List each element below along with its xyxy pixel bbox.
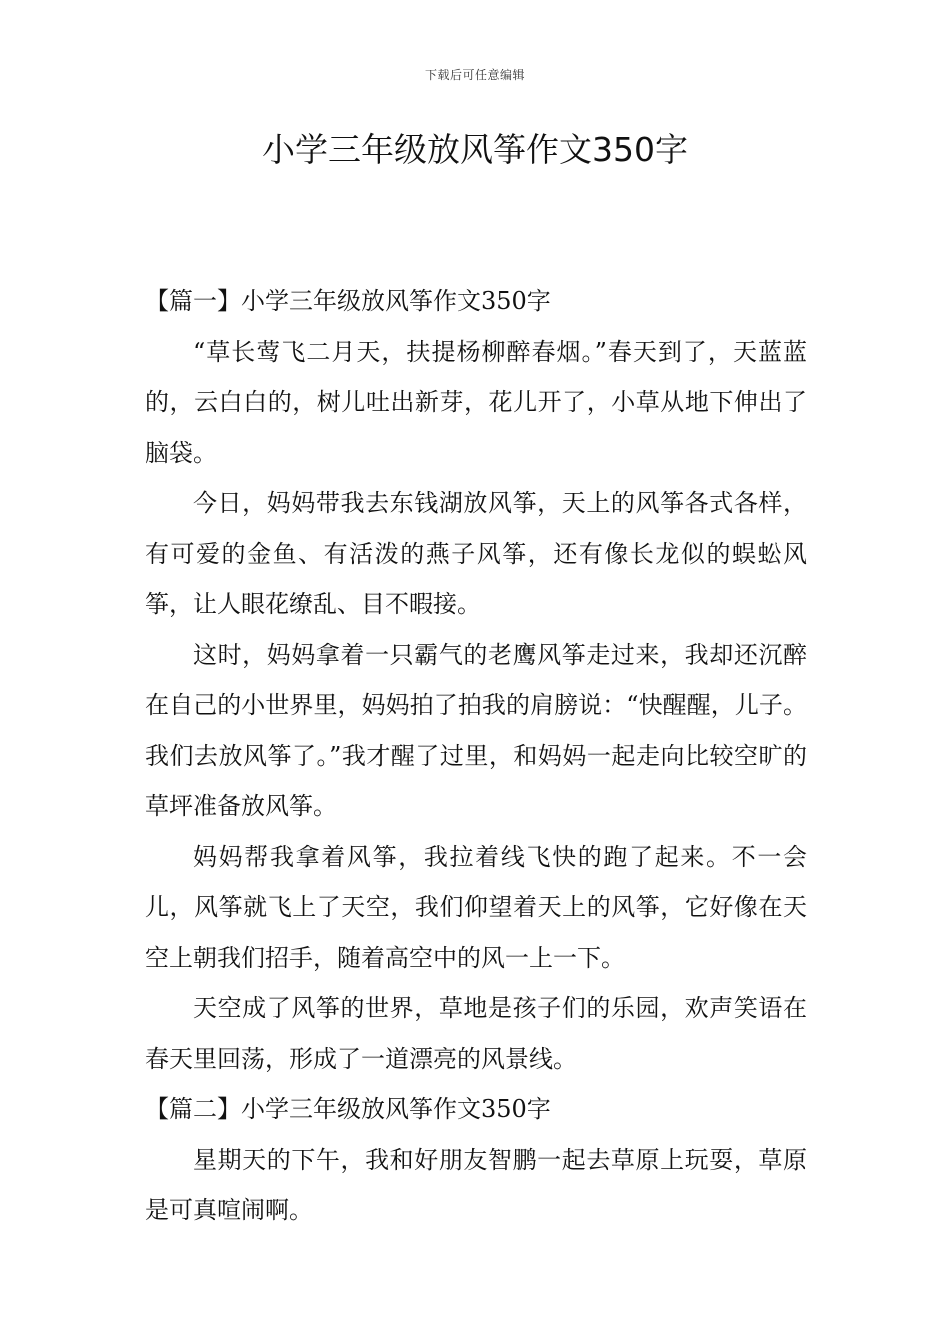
paragraph: 星期天的下午，我和好朋友智鹏一起去草原上玩耍，草原是可真喧闹啊。 xyxy=(145,1145,807,1224)
paragraph: 天空成了风筝的世界，草地是孩子们的乐园，欢声笑语在春天里回荡，形成了一道漂亮的风景线。 xyxy=(145,994,807,1073)
section-heading-1: 【篇一】小学三年级放风筝作文350字 xyxy=(145,287,551,315)
paragraph: 今日，妈妈带我去东钱湖放风筝，天上的风筝各式各样，有可爱的金鱼、有活泼的燕子风筝，还有像长龙似的蜈蚣风筝，让人眼花缭乱、目不暇接。 xyxy=(145,489,807,618)
paragraph: “草长莺飞二月天，扶提杨柳醉春烟。”春天到了，天蓝蓝的，云白白的，树儿吐出新芽，花儿开了，小草从地下伸出了脑袋。 xyxy=(145,337,807,467)
header-note: 下载后可任意编辑 xyxy=(424,68,525,82)
paragraph: 这时，妈妈拿着一只霸气的老鹰风筝走过来，我却还沉醉在自己的小世界里，妈妈拍了拍我的肩膀说：“快醒醒，儿子。我们去放风筝了。”我才醒了过里，和妈妈一起走向比较空旷的草坪准备放风筝。 xyxy=(145,640,807,820)
document-body xyxy=(145,276,807,1236)
document-title: 小学三年级放风筝作文350字 xyxy=(262,130,688,169)
section-heading-2: 【篇二】小学三年级放风筝作文350字 xyxy=(145,1095,551,1123)
paragraph: 妈妈帮我拿着风筝，我拉着线飞快的跑了起来。不一会儿，风筝就飞上了天空，我们仰望着天上的风筝，它好像在天空上朝我们招手，随着高空中的风一上一下。 xyxy=(145,842,807,972)
